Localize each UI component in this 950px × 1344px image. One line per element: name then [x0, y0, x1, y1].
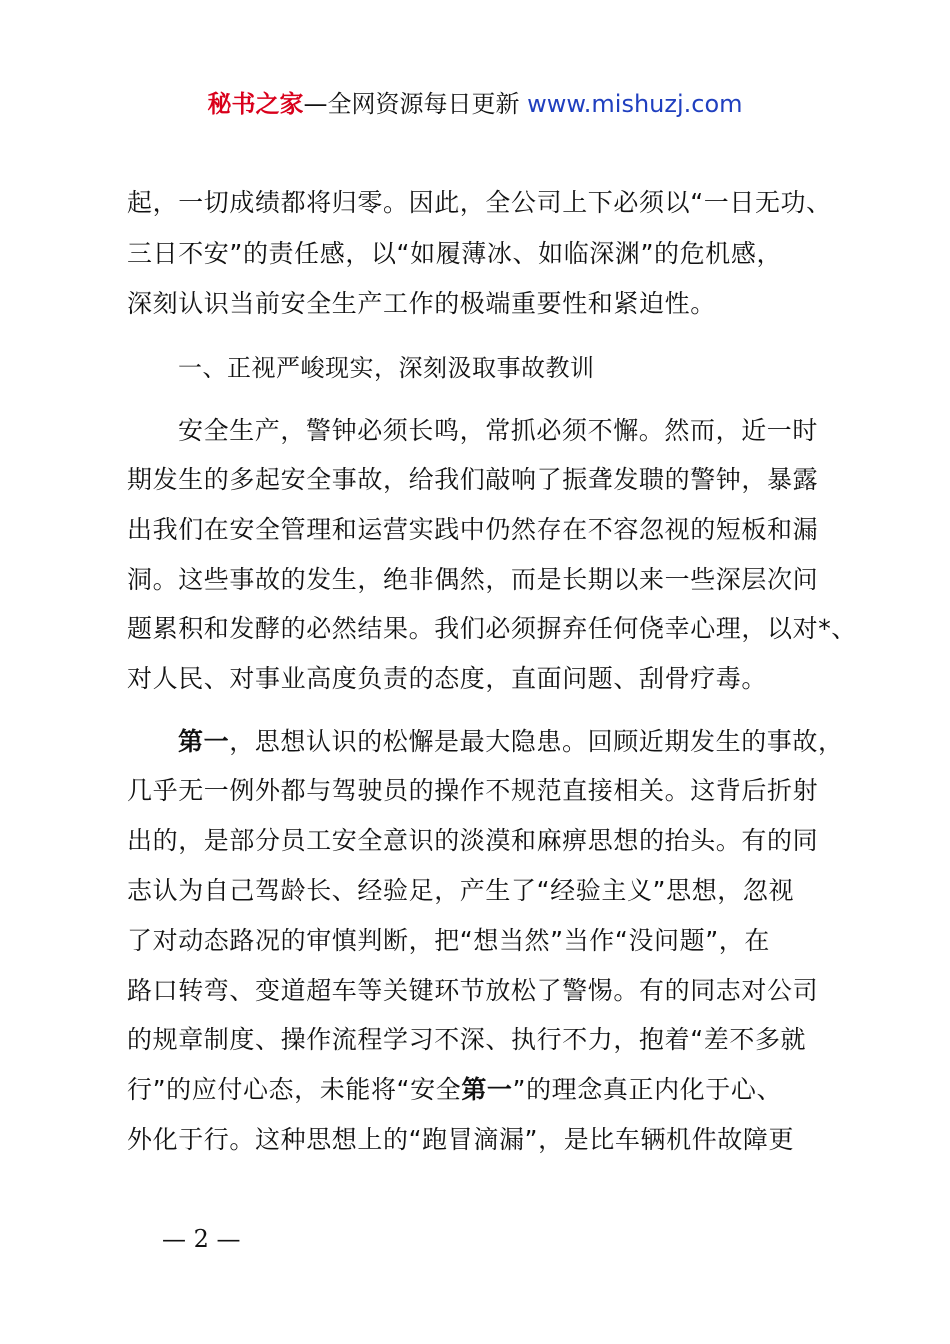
paragraph-line: 洞。这些事故的发生，绝非偶然，而是长期以来一些深层次问	[127, 565, 819, 594]
paragraph-line: 题累积和发酵的必然结果。我们必须摒弃任何侥幸心理，以对*、	[127, 614, 857, 643]
paragraph-line: 深刻认识当前安全生产工作的极端重要性和紧迫性。	[127, 289, 716, 318]
paragraph-text: 行”的应付心态，未能将“安全	[127, 1075, 462, 1104]
paragraph-line: 志认为自己驾龄长、经验足，产生了“经验主义”思想，忽视	[127, 876, 795, 905]
paragraph-text: ”的理念真正内化于心、	[512, 1075, 783, 1104]
paragraph-line: 期发生的多起安全事故，给我们敲响了振聋发聩的警钟，暴露	[127, 465, 819, 494]
paragraph-line	[127, 1072, 847, 1108]
site-url-link[interactable]: www.mishuzj.com	[527, 90, 743, 118]
paragraph-line: 出我们在安全管理和运营实践中仍然存在不容忽视的短板和漏	[127, 515, 819, 544]
paragraph-line: 出的，是部分员工安全意识的淡漠和麻痹思想的抬头。有的同	[127, 826, 819, 855]
site-header	[0, 86, 950, 122]
paragraph-text: ，思想认识的松懈是最大隐患。回顾近期发生的事故，	[229, 727, 844, 756]
bold-lead: 第一	[178, 727, 230, 756]
paragraph-line: 的规章制度、操作流程学习不深、执行不力，抱着“差不多就	[127, 1025, 807, 1054]
paragraph-line: 了对动态路况的审慎判断，把“想当然”当作“没问题”，在	[127, 926, 771, 955]
paragraph-line: 路口转弯、变道超车等关键环节放松了警惕。有的同志对公司	[127, 976, 819, 1005]
paragraph-line: 外化于行。这种思想上的“跑冒滴漏”，是比车辆机件故障更	[127, 1125, 795, 1154]
paragraph-line	[178, 724, 898, 760]
bold-inline: 第一	[461, 1075, 513, 1104]
brand-name: 秘书之家	[207, 90, 304, 118]
page-number: — 2 —	[162, 1225, 241, 1253]
section-heading: 一、正视严峻现实，深刻汲取事故教训	[178, 354, 595, 382]
header-tagline: —全网资源每日更新	[303, 90, 520, 118]
paragraph-line: 三日不安”的责任感，以“如履薄冰、如临深渊”的危机感，	[127, 239, 783, 268]
paragraph-line: 安全生产，警钟必须长鸣，常抓必须不懈。然而，近一时	[178, 416, 819, 445]
paragraph-line: 对人民、对事业高度负责的态度，直面问题、刮骨疗毒。	[127, 664, 768, 693]
paragraph-line: 几乎无一例外都与驾驶员的操作不规范直接相关。这背后折射	[127, 776, 819, 805]
paragraph-line: 起，一切成绩都将归零。因此，全公司上下必须以“一日无功、	[127, 188, 832, 217]
